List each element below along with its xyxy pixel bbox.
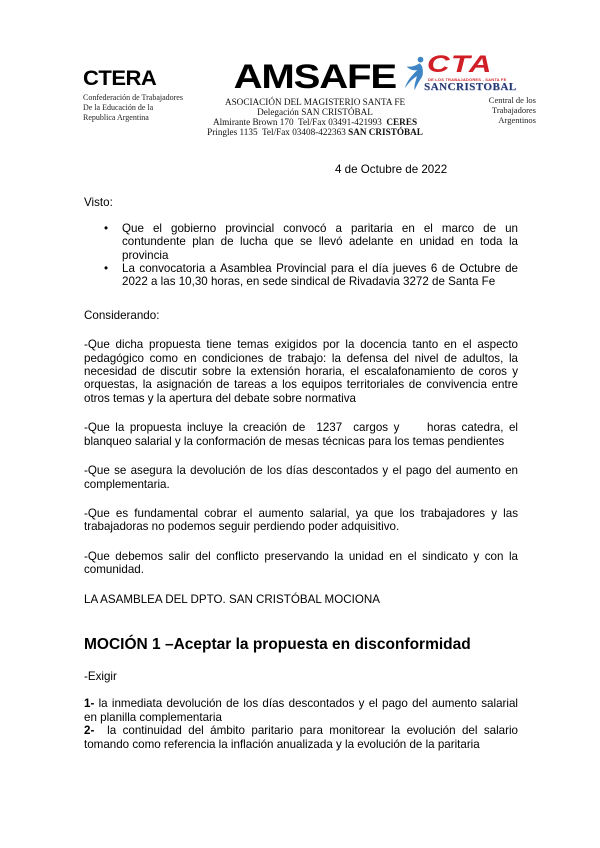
- bullet-icon: •: [104, 262, 109, 276]
- considerando-label: Considerando:: [84, 308, 160, 322]
- demand-number: 2-: [84, 724, 95, 738]
- visto-item-1: Que el gobierno provincial convocó a paritaria en el marco de un contundente plan de lucha que se llevó adelante en unidad en toda la provincia: [122, 221, 518, 262]
- list-item: [84, 222, 518, 262]
- considerando-item-2: -Que la propuesta incluye la creación de 1237 cargos y horas catedra, el blanqueo salarial y la conformación de mesas técnicas para los temas pendientes: [84, 421, 518, 448]
- demand-text: la continuidad del ámbito paritario para monitorear la evolución del salario tomando como referencia la inflación anualizada y la evolución de la paritaria: [84, 724, 518, 751]
- list-item: [84, 262, 518, 289]
- considerando-item-5: -Que debemos salir del conflicto preservando la unidad en el sindicato y con la comunidad.: [84, 549, 518, 577]
- amsafe-line-2: Delegación SAN CRISTÓBAL: [257, 107, 373, 117]
- central-line-1: Central de los: [488, 95, 536, 105]
- visto-label: Visto:: [84, 196, 113, 210]
- demand-item-2: [84, 724, 518, 751]
- demands-list: [84, 697, 518, 751]
- ctera-line-3: Republica Argentina: [83, 112, 149, 122]
- mocion-title: MOCIÓN 1 –Aceptar la propuesta en disconformidad: [84, 635, 471, 653]
- amsafe-line-4-text: Pringles 1135 Tel/Fax 03408-422363: [207, 127, 349, 137]
- central-line-3: Argentinos: [498, 115, 536, 125]
- amsafe-address: [172, 97, 458, 137]
- central-line-2: Trabajadores: [491, 105, 536, 115]
- amsafe-logo: AMSAFE: [233, 58, 397, 96]
- bullet-icon: •: [104, 221, 109, 235]
- asamblea-line: LA ASAMBLEA DEL DPTO. SAN CRISTÓBAL MOCIONA: [84, 592, 380, 606]
- document-date: 4 de Octubre de 2022: [335, 163, 448, 176]
- visto-list: [84, 222, 518, 289]
- amsafe-line-3-text: Almirante Brown 170 Tel/Fax 03491-421993: [212, 117, 387, 127]
- considerando-item-4: -Que es fundamental cobrar el aumento salarial, ya que los trabajadores y las trabajadoras no podemos seguir perdiendo poder adquisitivo.: [84, 506, 518, 534]
- cta-region-label: SANCRISTOBAL: [424, 81, 517, 93]
- document-body: [84, 163, 518, 751]
- amsafe-line-3-city: CERES: [386, 117, 418, 127]
- amsafe-line-4-city: SAN CRISTÓBAL: [348, 127, 423, 137]
- exigir-label: -Exigir: [84, 669, 117, 683]
- demand-item-1: [84, 697, 518, 724]
- amsafe-line-3: [172, 117, 458, 127]
- demand-text: la inmediata devolución de los días descontados y el pago del aumento salarial en planilla complementaria: [84, 697, 518, 724]
- demand-number: 1-: [84, 697, 95, 711]
- cta-tagline: DE LOS TRABAJADORES - SANTA FE: [428, 77, 507, 82]
- amsafe-line-4: [172, 127, 458, 137]
- considerando-item-1: -Que dicha propuesta tiene temas exigidos por la docencia tanto en el aspecto pedagógico como en condiciones de trabajo: la defensa del nivel de adultos, la necesidad de discutir sobre la extensión horaria, el escalafonamiento de coros y orquestas, la asignación de tareas a los equipos territoriales de convivencia entre otros temas y la apertura del debate sobre normativa: [84, 338, 518, 405]
- ctera-logo: CTERA: [83, 67, 157, 90]
- cta-acronym: CTA: [427, 51, 493, 78]
- visto-item-2: La convocatoria a Asamblea Provincial para el día jueves 6 de Octubre de 2022 a las 10,30 horas, en sede sindical de Rivadavia 3272 de Santa Fe: [122, 262, 518, 289]
- cta-central-block: [436, 95, 536, 125]
- ctera-line-2: De la Educación de la: [83, 102, 154, 112]
- ctera-line-1: Confederación de Trabajadores: [83, 93, 183, 102]
- cta-logo-block: [398, 51, 517, 97]
- considerando-item-3: -Que se asegura la devolución de los días descontados y el pago del aumento en complementaria.: [84, 464, 518, 491]
- amsafe-line-1: ASOCIACIÓN DEL MAGISTERIO SANTA FE: [224, 97, 406, 107]
